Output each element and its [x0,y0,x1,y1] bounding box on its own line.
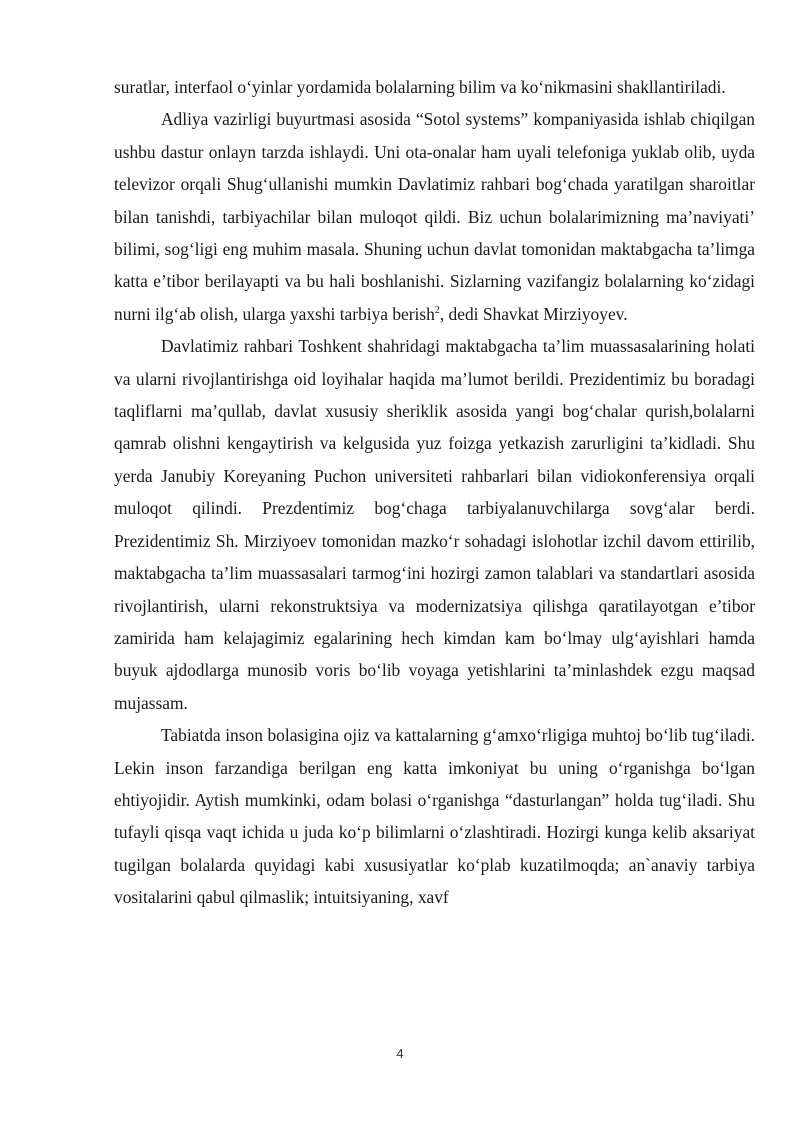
paragraph: Davlatimiz rahbari Toshkent shahridagi maktabgacha ta’lim muassasalarining holati va ularni rivojlantirishga oid loyihalar haqida ma’lumot berildi. Prezidentimiz bu boradagi taqliflarni ma’qullab, davlat xususiy sheriklik asosida yangi bog‘chalar qurish,bolalarni qamrab olishni kengaytirish va kelgusida yuz foizga yetkazish zarurligini ta’kidladi. Shu yerda Janubiy Koreyaning Puchon universiteti rahbarlari bilan vidiokonferensiya orqali muloqot qilindi. Prezdentimiz bog‘chaga tarbiyalanuvchilarga sovg‘alar berdi. Prezidentimiz Sh. Mirziyoev tomonidan mazko‘r sohadagi islohotlar izchil davom ettirilib, maktabgacha ta’lim muassasalari tarmog‘ini hozirgi zamon talablari va standartlari asosida rivojlantirish, ularni rekonstruktsiya va modernizatsiya qilishga qaratilayotgan e’tibor zamirida ham kelajagimiz egalarining hech kimdan kam bo‘lmay ulg‘ayishlari hamda buyuk ajdodlarga munosib voris bo‘lib voyaga yetishlarini ta’minlashdek ezgu maqsad mujassam. [114,336,755,713]
paragraph-tail: , dedi Shavkat Mirziyoyev. [439,303,628,324]
paragraph: Tabiatda inson bolasigina ojiz va kattalarning g‘amxo‘rligiga muhtoj bo‘lib tug‘iladi. Lekin inson farzandiga berilgan eng katta imkoniyat bu uning o‘rganishga bo‘lgan ehtiyojidir. Aytish mumkinki, odam bolasi o‘rganishga “dasturlangan” holda tug‘iladi. Shu tufayli qisqa vaqt ichida u juda ko‘p bilimlarni o‘zlashtiradi. Hozirgi kunga kelib aksariyat tugilgan bolalarda quyidagi kabi xususiyatlar ko‘plab kuzatilmoqda; an`anaviy tarbiya vositalarini qabul qilmaslik; intuitsiyaning, xavf [114,725,755,908]
page-number: 4 [396,1046,404,1061]
paragraph-continuation: suratlar, interfaol o‘yinlar yordamida bolalarning bilim va ko‘nikmasini shakllantiriladi. [114,77,726,97]
body-text [114,71,755,914]
paragraph [114,103,755,330]
footnote-reference[interactable]: 2 [434,305,440,317]
paragraph-text: Adliya vazirligi buyurtmasi asosida “Sotol systems” kompaniyasida ishlab chiqilgan ushbu dastur onlayn tarzda ishlaydi. Uni ota-onalar ham uyali telefoniga yuklab olib, uyda televizor orqali Shug‘ullanishi mumkin Davlatimiz rahbari bog‘chada yaratilgan sharoitlar bilan tanishdi, tarbiyachilar bilan muloqot qildi. Biz uchun bolalarimizning ma’naviyati’ bilimi, sog‘ligi eng muhim masala. Shuning uchun davlat tomonidan maktabgacha ta’limga katta e’tibor berilayapti va bu hali boshlanishi. Sizlarning vazifangiz bolalarning ko‘zidagi nurni ilg‘ab olish, ularga yaxshi tarbiya berish [114,109,755,324]
